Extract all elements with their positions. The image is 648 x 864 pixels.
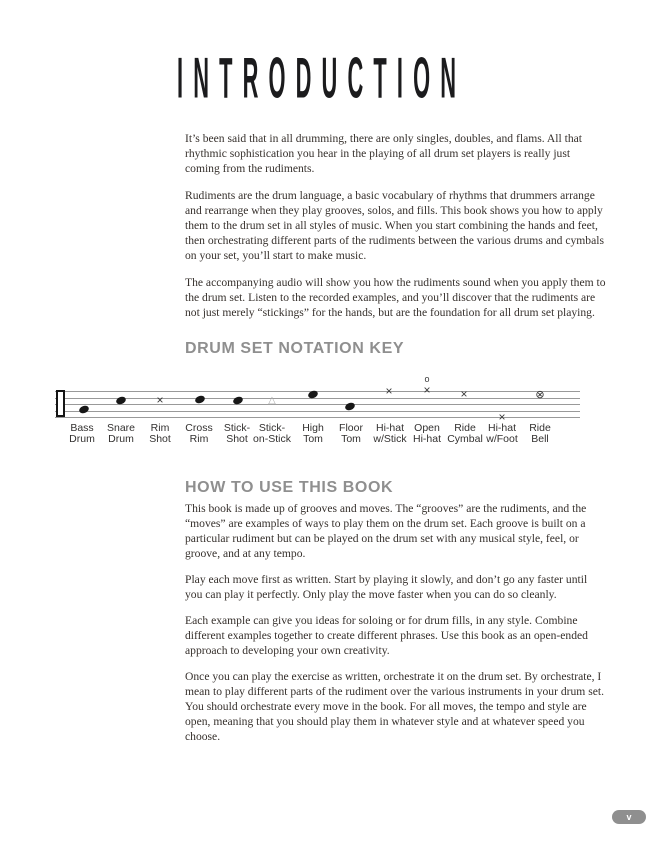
label-line: w/Foot xyxy=(486,433,518,445)
notation-label-ride-bell xyxy=(508,423,572,445)
ride-cymbal-x-icon: × xyxy=(460,387,468,401)
label-line: Open xyxy=(414,422,440,434)
label-line: Hi-hat xyxy=(412,433,441,445)
label-line: Ride xyxy=(529,422,551,434)
section-heading-notation-key: DRUM SET NOTATION KEY xyxy=(185,340,405,357)
label-line: Tom xyxy=(303,433,323,445)
staff-line xyxy=(55,398,580,399)
stick-on-stick-triangle-icon: △ xyxy=(268,395,276,406)
label-line: Drum xyxy=(108,433,134,445)
label-line: Floor xyxy=(339,422,363,434)
intro-text-block xyxy=(185,131,607,332)
label-line: Shot xyxy=(149,433,171,445)
label-line: Shot xyxy=(226,433,248,445)
label-line: Hi-hat xyxy=(487,422,516,434)
label-line: Drum xyxy=(69,433,95,445)
label-line: Stick- xyxy=(258,422,286,434)
intro-paragraph-1: It’s been said that in all drumming, there are only singles, doubles, and flams. All that rhythmic sophistication you hear in the playing of all drum set players is really just coming from the rudiments. xyxy=(185,132,583,175)
rim-shot-x-icon: × xyxy=(156,393,164,407)
label-line: Stick- xyxy=(223,422,251,434)
hihat-w-foot-x-icon: × xyxy=(498,410,506,424)
label-line: Bass xyxy=(70,422,94,434)
howto-text-block xyxy=(185,501,607,755)
label-line: on-Stick xyxy=(253,433,291,445)
howto-paragraph-2: Play each move first as written. Start by playing it slowly, and don’t go any faster until you can play it perfectly. Only play the move faster when you can do so cleanly. xyxy=(185,573,588,601)
label-line: Cross xyxy=(185,422,213,434)
label-line: Rim xyxy=(189,433,209,445)
label-line: High xyxy=(302,422,324,434)
howto-paragraph-1: This book is made up of grooves and moves. The “grooves” are the rudiments, and the “moves” are examples of ways to play them on the drum set. Each groove is built on a particular rudiment but can be played on the drum set with any musical style, feel, or groove, and at any tempo. xyxy=(185,502,587,560)
label-line: Cymbal xyxy=(447,433,483,445)
howto-paragraph-3: Each example can give you ideas for soloing or for drum fills, in any style. Combine different examples together to create different phrases. Use this book as an open-ended approach to developing your own creativity. xyxy=(185,614,588,657)
open-hihat-x-icon: × xyxy=(423,383,431,397)
page-number-tab xyxy=(612,810,646,824)
percussion-clef-icon xyxy=(56,390,65,417)
hihat-w-stick-x-icon: × xyxy=(385,384,393,398)
label-line: Tom xyxy=(341,433,361,445)
intro-paragraph-3: The accompanying audio will show you how the rudiments sound when you apply them to the drum set. Listen to the recorded examples, and you’ll discover that the rudiments are not just merely “stickings” for the hands, but are the foundation for all drum set playing. xyxy=(185,276,606,319)
label-line: Hi-hat xyxy=(375,422,404,434)
label-line: w/Stick xyxy=(373,433,407,445)
howto-paragraph-4: Once you can play the exercise as written, orchestrate it on the drum set. By orchestrate, I mean to play different parts of the rudiment over the various instruments in your drum set. You should orchestrate every move in the book. For all moves, the tempo and style are open, meaning that you should play them in whatever style and at whatever speed you choose. xyxy=(185,670,604,743)
page-title: INTRODUCTION xyxy=(177,46,467,110)
staff-line xyxy=(55,404,580,405)
bass-drum-note-icon xyxy=(78,404,90,414)
music-staff xyxy=(55,374,580,424)
label-line: Ride xyxy=(454,422,476,434)
page-number: v xyxy=(626,812,632,822)
ride-bell-circle-x-icon: ⊗ xyxy=(535,388,545,401)
label-line: Bell xyxy=(531,433,549,445)
open-hihat-o-icon: o xyxy=(424,374,430,384)
label-line: Snare xyxy=(106,422,136,434)
label-line: Rim xyxy=(150,422,170,434)
intro-paragraph-2: Rudiments are the drum language, a basic vocabulary of rhythms that drummers arrange and rearrange when they play grooves, solos, and fills. This book shows you how to apply them to the drum set in all styles of music. When you start combining the hands and feet, then orchestrating different parts of the rudiments between the various drums and cymbals on your set, you’ll start to make music. xyxy=(185,189,604,262)
section-heading-how-to-use: HOW TO USE THIS BOOK xyxy=(185,479,394,496)
